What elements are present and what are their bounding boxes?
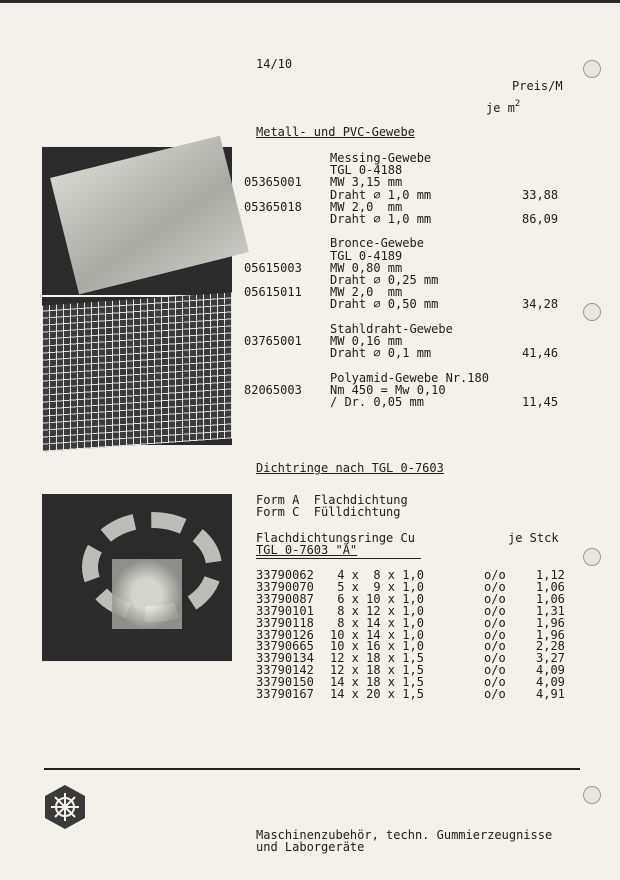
page-top-edge <box>0 0 620 3</box>
gasket-item-size: 5 x 9 x 1,0 <box>330 579 424 594</box>
gasket-item-unit: o/o <box>484 651 506 666</box>
gasket-item-code: 33790118 <box>256 615 314 630</box>
mesh-item-desc: MW 0,80 mm <box>330 260 403 275</box>
mesh-item-desc: Stahldraht-Gewebe <box>330 321 453 336</box>
gasket-item-code: 33790142 <box>256 663 314 678</box>
gasket-item-size: 12 x 18 x 1,5 <box>330 663 424 678</box>
gasket-item-code: 33790134 <box>256 651 314 666</box>
mesh-item-desc: MW 3,15 mm <box>330 175 403 190</box>
gasket-item-price: 4,91 <box>536 687 565 701</box>
mesh-item-price: 41,46 <box>522 346 559 361</box>
gasket-rings-photo <box>42 494 232 661</box>
gasket-item-price: 1,06 <box>536 591 565 606</box>
mesh-item-desc: Draht ∅ 0,1 mm <box>330 346 432 361</box>
mesh-item-price: 86,09 <box>522 212 559 226</box>
gasket-item-size: 14 x 18 x 1,5 <box>330 675 424 690</box>
unit-label: je m <box>486 101 515 115</box>
unit-exponent: 2 <box>514 99 521 109</box>
gasket-item-code: 33790087 <box>256 591 314 606</box>
mesh-item-code: 05615003 <box>244 260 302 275</box>
footer-rule <box>44 768 580 770</box>
per-piece-label: je Stck <box>508 531 559 545</box>
gasket-item-size: 8 x 12 x 1,0 <box>330 603 424 618</box>
gasket-item-unit: o/o <box>484 663 506 678</box>
mesh-item-desc: Draht ∅ 0,25 mm <box>330 273 439 287</box>
mesh-item-desc: / Dr. 0,05 mm <box>330 395 424 409</box>
mesh-item-price: 11,45 <box>522 395 559 409</box>
gasket-item-unit: o/o <box>484 603 506 618</box>
gasket-item-size: 14 x 20 x 1,5 <box>330 687 424 701</box>
punch-hole <box>583 303 601 321</box>
gasket-item-size: 10 x 16 x 1,0 <box>330 639 424 654</box>
mesh-item-price: 34,28 <box>522 297 559 312</box>
mesh-item-desc: MW 2,0 mm <box>330 199 403 214</box>
wire-mesh-image <box>42 292 232 451</box>
gasket-item-price: 2,28 <box>536 639 565 654</box>
gasket-item-price: 1,31 <box>536 603 565 618</box>
punch-hole <box>583 786 601 804</box>
mesh-item-desc: Bronce-Gewebe <box>330 236 424 251</box>
gasket-item-size: 10 x 14 x 1,0 <box>330 627 424 642</box>
gasket-item-price: 3,27 <box>536 651 565 666</box>
gasket-standard: TGL 0-7603 "A" <box>256 543 358 557</box>
punch-hole <box>583 60 601 78</box>
mesh-item-code: 82065003 <box>244 382 302 397</box>
mesh-item-desc: Draht ∅ 1,0 mm <box>330 212 432 226</box>
subtitle-rule <box>256 558 421 559</box>
gasket-item-unit: o/o <box>484 687 506 701</box>
mesh-item-price: 33,88 <box>522 187 559 202</box>
bag-image <box>112 559 182 629</box>
ship-wheel-icon <box>42 784 88 830</box>
mesh-photo <box>42 147 232 445</box>
mesh-item-desc: Draht ∅ 1,0 mm <box>330 187 432 202</box>
gasket-item-unit: o/o <box>484 615 506 630</box>
mesh-item-desc: TGL 0-4188 <box>330 163 403 178</box>
gasket-item-unit: o/o <box>484 579 506 594</box>
gasket-item-unit: o/o <box>484 591 506 606</box>
form-c-line: Form C Fülldichtung <box>256 505 401 519</box>
gasket-item-unit: o/o <box>484 568 506 582</box>
footer-line-1: Maschinenzubehör, techn. Gummierzeugnisse <box>256 828 553 842</box>
fabric-sheet-image <box>50 136 249 295</box>
gasket-item-code: 33790150 <box>256 675 314 690</box>
gasket-item-unit: o/o <box>484 627 506 642</box>
mesh-item-code: 05365001 <box>244 175 302 190</box>
mesh-item-code: 05365018 <box>244 199 302 214</box>
gasket-item-price: 4,09 <box>536 663 565 678</box>
mesh-item-desc: Polyamid-Gewebe Nr.180 <box>330 370 489 385</box>
section-title-mesh: Metall- und PVC-Gewebe <box>256 125 415 139</box>
gasket-item-code: 33790101 <box>256 603 314 618</box>
mesh-item-desc: TGL 0-4189 <box>330 248 403 263</box>
gasket-item-code: 33790126 <box>256 627 314 642</box>
gasket-item-size: 6 x 10 x 1,0 <box>330 591 424 606</box>
page-number: 14/10 <box>256 57 293 71</box>
gasket-item-size: 4 x 8 x 1,0 <box>330 568 424 582</box>
mesh-item-code: 03765001 <box>244 334 302 348</box>
gasket-item-price: 1,96 <box>536 615 565 630</box>
gasket-item-price: 4,09 <box>536 675 565 690</box>
punch-hole <box>583 548 601 566</box>
gasket-item-price: 1,12 <box>536 568 565 582</box>
price-header: Preis/M <box>512 79 563 93</box>
gasket-item-code: 33790070 <box>256 579 314 594</box>
gasket-item-unit: o/o <box>484 639 506 654</box>
form-a-line: Form A Flachdichtung <box>256 493 408 507</box>
gasket-item-code: 33790062 <box>256 568 314 582</box>
mesh-item-desc: Draht ∅ 0,50 mm <box>330 297 439 312</box>
gasket-item-price: 1,96 <box>536 627 565 642</box>
gasket-item-price: 1,06 <box>536 579 565 594</box>
section-title-gaskets: Dichtringe nach TGL 0-7603 <box>256 461 444 475</box>
mesh-item-desc: Messing-Gewebe <box>330 151 432 165</box>
gasket-item-code: 33790167 <box>256 687 314 701</box>
gasket-subtitle: Flachdichtungsringe Cu <box>256 531 415 545</box>
gasket-item-unit: o/o <box>484 675 506 690</box>
gasket-item-size: 12 x 18 x 1,5 <box>330 651 424 666</box>
mesh-item-desc: MW 0,16 mm <box>330 334 403 348</box>
gasket-item-size: 8 x 14 x 1,0 <box>330 615 424 630</box>
mesh-item-desc: Nm 450 = Mw 0,10 <box>330 382 446 397</box>
footer-line-2: und Laborgeräte <box>256 840 365 854</box>
unit-header <box>486 99 521 116</box>
gasket-item-code: 33790665 <box>256 639 314 654</box>
mesh-item-code: 05615011 <box>244 285 302 300</box>
mesh-item-desc: MW 2,0 mm <box>330 285 403 300</box>
